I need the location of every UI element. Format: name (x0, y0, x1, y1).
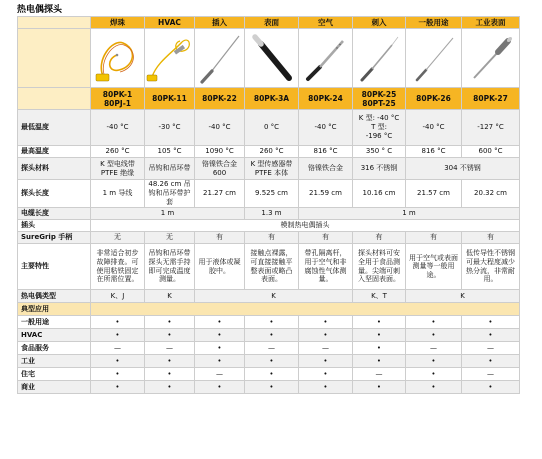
probe-type-surface: 表面 (245, 17, 299, 29)
application-mark: • (406, 381, 462, 394)
min-temp-cell: -40 °C (195, 110, 245, 146)
cable-length-row (18, 208, 520, 220)
row-label: HVAC (18, 329, 91, 342)
max-temp-row (18, 146, 520, 158)
model-number: 80PJ-1 (103, 98, 132, 108)
application-row (18, 329, 520, 342)
model-corner (18, 88, 91, 110)
immersion-probe-image (197, 30, 243, 86)
model-number: 80PK-26 (416, 94, 451, 103)
general-probe-image (409, 30, 459, 86)
probe-type-air: 空气 (299, 17, 353, 29)
max-temp-cell: 816 °C (299, 146, 353, 158)
application-mark: • (462, 316, 520, 329)
application-mark: • (299, 316, 353, 329)
probe-type-piercing: 刺入 (353, 17, 406, 29)
model-cell (353, 88, 406, 110)
application-mark: • (462, 381, 520, 394)
probe-spec-table (17, 16, 520, 394)
product-image-row (18, 29, 520, 88)
features-row (18, 244, 520, 290)
material-cell: 铬镍铁合金 (299, 158, 353, 180)
application-mark: — (462, 342, 520, 355)
application-mark: • (91, 316, 145, 329)
application-row (18, 381, 520, 394)
row-label: 插头 (18, 220, 91, 232)
image-corner (18, 29, 91, 88)
piercing-probe-image (354, 30, 404, 86)
probe-length-cell: 9.525 cm (245, 180, 299, 208)
model-cell (462, 88, 520, 110)
row-label: 工业 (18, 355, 91, 368)
image-cell (353, 29, 406, 88)
application-mark: — (299, 342, 353, 355)
min-temp-cell: -40 °C (406, 110, 462, 146)
image-cell (91, 29, 145, 88)
handle-cell: 无 (91, 232, 145, 244)
model-number: 80PK-1 (102, 89, 133, 99)
probe-length-cell: 48.26 cm 吊钩和吊环带护套 (145, 180, 195, 208)
probe-length-cell: 21.57 cm (406, 180, 462, 208)
application-mark: • (406, 316, 462, 329)
probe-type-industrial-surface: 工业表面 (462, 17, 520, 29)
tc-type-cell: K (406, 290, 520, 303)
application-mark: • (299, 329, 353, 342)
min-temp-line: -196 °C (365, 132, 393, 140)
application-mark: • (145, 316, 195, 329)
application-mark: — (195, 368, 245, 381)
application-mark: • (406, 329, 462, 342)
application-mark: • (406, 355, 462, 368)
max-temp-cell: 105 °C (145, 146, 195, 158)
model-number: 80PK-22 (202, 94, 237, 103)
application-mark: • (91, 329, 145, 342)
tc-type-cell: K (195, 290, 353, 303)
feature-cell: 接触点裸露，可直接接触平整表面或略凸表面。 (245, 244, 299, 290)
tc-type-cell: K (145, 290, 195, 303)
row-label: 最低温度 (18, 110, 91, 146)
application-mark: • (145, 381, 195, 394)
tc-type-cell: K、T (353, 290, 406, 303)
feature-cell: 非常适合初步故障排查。可使用粘铁固定在所需位置。 (91, 244, 145, 290)
application-mark: • (245, 355, 299, 368)
min-temp-cell: -30 °C (145, 110, 195, 146)
application-mark: • (299, 368, 353, 381)
min-temp-line: K 型: -40 °C (358, 114, 400, 122)
model-number: 80PK-25 (361, 89, 397, 99)
header-corner (18, 17, 91, 29)
application-mark: • (353, 329, 406, 342)
hvac-probe-image (145, 30, 195, 86)
applications-section-row (18, 303, 520, 316)
model-cell (299, 88, 353, 110)
max-temp-cell: 260 °C (91, 146, 145, 158)
probe-length-cell: 21.27 cm (195, 180, 245, 208)
feature-cell: 用于空气或表面测量等一般用途。 (406, 244, 462, 290)
application-mark: — (245, 342, 299, 355)
application-mark: • (195, 381, 245, 394)
feature-cell: 低传导性不锈钢可最大程度减少热分流，非常耐用。 (462, 244, 520, 290)
model-cell (245, 88, 299, 110)
row-label: 住宅 (18, 368, 91, 381)
material-cell: K 型传感器带 PTFE 本体 (245, 158, 299, 180)
image-cell (299, 29, 353, 88)
industrial-surface-probe-image (464, 30, 518, 86)
application-mark: • (353, 355, 406, 368)
model-number: 80PK-27 (473, 94, 508, 103)
row-label: 食品服务 (18, 342, 91, 355)
application-mark: • (145, 355, 195, 368)
min-temp-cell (353, 110, 406, 146)
image-cell (245, 29, 299, 88)
min-temp-row (18, 110, 520, 146)
min-temp-cell: -127 °C (462, 110, 520, 146)
tc-type-cell: K、J (91, 290, 145, 303)
application-mark: • (406, 368, 462, 381)
max-temp-cell: 350 ° C (353, 146, 406, 158)
model-number: 80PT-25 (362, 98, 396, 108)
min-temp-cell: -40 °C (299, 110, 353, 146)
probe-type-general: 一般用途 (406, 17, 462, 29)
model-cell (145, 88, 195, 110)
surface-probe-image (247, 30, 297, 86)
application-mark: • (245, 381, 299, 394)
application-row (18, 355, 520, 368)
application-mark: • (353, 381, 406, 394)
row-label: 最高温度 (18, 146, 91, 158)
max-temp-cell: 600 °C (462, 146, 520, 158)
application-mark: • (145, 329, 195, 342)
application-mark: • (195, 329, 245, 342)
application-mark: — (353, 368, 406, 381)
handle-cell: 有 (462, 232, 520, 244)
handle-row (18, 232, 520, 244)
probe-type-bead: 焊珠 (91, 17, 145, 29)
probe-length-cell: 21.59 cm (299, 180, 353, 208)
probe-length-cell: 10.16 cm (353, 180, 406, 208)
feature-cell: 探头材料可安全用于食品测量。尖端可刺入坚固表面。 (353, 244, 406, 290)
application-mark: • (91, 368, 145, 381)
application-mark: • (195, 316, 245, 329)
application-mark: • (195, 342, 245, 355)
material-row (18, 158, 520, 180)
tc-type-row (18, 290, 520, 303)
model-number: 80PK-3A (253, 94, 290, 103)
image-cell (195, 29, 245, 88)
material-cell: 铬镍铁合金 600 (195, 158, 245, 180)
application-mark: • (462, 355, 520, 368)
application-mark: • (145, 368, 195, 381)
feature-cell: 带孔隔离杆，用于空气和非腐蚀性气体测量。 (299, 244, 353, 290)
plug-cell: 模制热电偶插头 (91, 220, 520, 232)
application-row (18, 316, 520, 329)
handle-cell: 无 (145, 232, 195, 244)
material-cell: 吊钩和吊环带 (145, 158, 195, 180)
section-title: 典型应用 (18, 303, 91, 316)
min-temp-cell: -40 °C (91, 110, 145, 146)
model-number: 80PK-11 (152, 94, 187, 103)
handle-cell: 有 (299, 232, 353, 244)
image-cell (462, 29, 520, 88)
probe-type-immersion: 插入 (195, 17, 245, 29)
image-cell (406, 29, 462, 88)
application-mark: • (91, 355, 145, 368)
row-label: 探头长度 (18, 180, 91, 208)
feature-cell: 吊钩和吊环带探头无需手持即可完成温度测量。 (145, 244, 195, 290)
feature-cell: 用于液体或凝胶中。 (195, 244, 245, 290)
application-mark: — (406, 342, 462, 355)
handle-cell: 有 (245, 232, 299, 244)
material-cell: K 型电线带 PTFE 绝缘 (91, 158, 145, 180)
application-mark: • (353, 316, 406, 329)
handle-cell: 有 (195, 232, 245, 244)
material-cell: 316 不锈钢 (353, 158, 406, 180)
probe-length-row (18, 180, 520, 208)
model-cell (195, 88, 245, 110)
probe-length-cell: 1 m 导线 (91, 180, 145, 208)
model-cell (91, 88, 145, 110)
row-label: SureGrip 手柄 (18, 232, 91, 244)
application-mark: — (145, 342, 195, 355)
application-mark: • (299, 381, 353, 394)
row-label: 探头材料 (18, 158, 91, 180)
row-label: 主要特性 (18, 244, 91, 290)
application-mark: • (245, 368, 299, 381)
row-label: 商业 (18, 381, 91, 394)
application-mark: • (245, 329, 299, 342)
row-label: 电缆长度 (18, 208, 91, 220)
row-label: 热电偶类型 (18, 290, 91, 303)
application-mark: — (462, 368, 520, 381)
cable-length-cell: 1.3 m (245, 208, 299, 220)
min-temp-line: T 型: (371, 123, 387, 131)
image-cell (145, 29, 195, 88)
model-number-row (18, 88, 520, 110)
handle-cell: 有 (406, 232, 462, 244)
row-label: 一般用途 (18, 316, 91, 329)
material-cell: 304 不锈钢 (406, 158, 520, 180)
max-temp-cell: 1090 °C (195, 146, 245, 158)
handle-cell: 有 (353, 232, 406, 244)
application-mark: • (195, 355, 245, 368)
max-temp-cell: 816 °C (406, 146, 462, 158)
probe-length-cell: 20.32 cm (462, 180, 520, 208)
application-mark: • (353, 342, 406, 355)
application-row (18, 368, 520, 381)
application-mark: • (91, 381, 145, 394)
plug-row (18, 220, 520, 232)
model-cell (406, 88, 462, 110)
header-row-probe-types (18, 17, 520, 29)
probe-type-hvac: HVAC (145, 17, 195, 29)
application-mark: • (462, 329, 520, 342)
cable-length-cell: 1 m (299, 208, 520, 220)
application-mark: • (245, 316, 299, 329)
application-mark: — (91, 342, 145, 355)
air-probe-image (301, 30, 351, 86)
model-number: 80PK-24 (308, 94, 343, 103)
section-band (91, 303, 520, 316)
cable-length-cell: 1 m (91, 208, 245, 220)
application-mark: • (299, 355, 353, 368)
page-title: 热电偶探头 (17, 5, 63, 15)
min-temp-cell: 0 °C (245, 110, 299, 146)
max-temp-cell: 260 °C (245, 146, 299, 158)
bead-probe-image (93, 30, 143, 86)
application-row (18, 342, 520, 355)
